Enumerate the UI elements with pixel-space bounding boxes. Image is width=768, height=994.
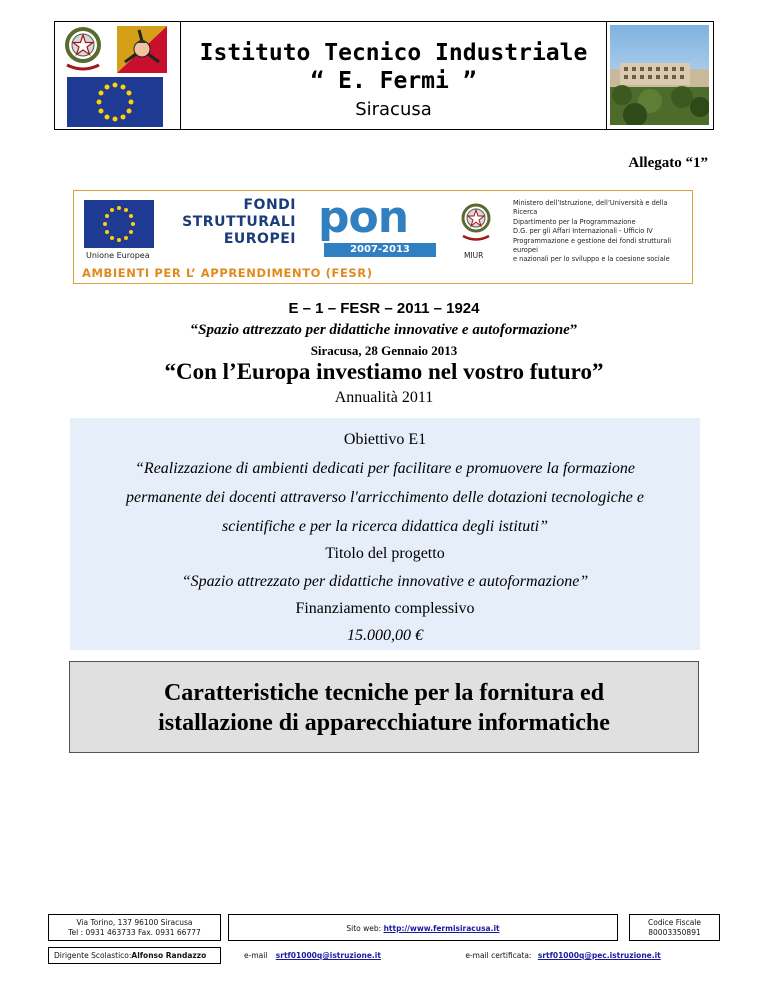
fondi-line: STRUTTURALI: [182, 214, 296, 230]
school-city: Siracusa: [355, 99, 432, 120]
objective-description-line1: “Realizzazione di ambienti dedicati per facilitare e promuovere la formazione: [135, 460, 635, 477]
eu-flag-icon: [84, 200, 154, 248]
pon-fesr-banner: [73, 190, 693, 284]
sito-label: Sito web:: [346, 924, 382, 933]
footer-website-box: [228, 914, 618, 941]
miur-emblem-icon: [458, 201, 494, 245]
email-label: e-mail: [244, 951, 268, 960]
footer-address-box: [48, 914, 221, 941]
document-title-line2: istallazione di apparecchiature informatiche: [158, 710, 610, 736]
project-date: Siracusa, 28 Gennaio 2013: [310, 343, 458, 358]
footer-codice-box: [629, 914, 720, 941]
obiettivo-label: Obiettivo E1: [343, 431, 427, 448]
project-title: “Spazio attrezzato per didattiche innovative e autoformazione”: [190, 322, 578, 338]
footer-phone: Tel : 0931 463733 Fax. 0931 66777: [68, 927, 201, 937]
ministero-text: [513, 199, 688, 265]
footer-address: Via Torino, 137 96100 Siracusa: [76, 918, 193, 927]
titolo-label: Titolo del progetto: [325, 545, 445, 562]
sicily-trinacria-icon: [117, 26, 167, 73]
finanziamento-value: 15.000,00 €: [347, 627, 423, 644]
pon-years: 2007-2013: [324, 243, 436, 257]
header-table: [54, 21, 714, 130]
fondi-line: FONDI: [243, 197, 296, 213]
finanziamento-label: Finanziamento complessivo: [295, 600, 475, 617]
objective-description-line3: scientifiche e per la ricerca didattica degli istituti”: [221, 518, 548, 535]
pon-logo: pon: [318, 192, 409, 243]
school-building-photo: [610, 25, 709, 125]
titolo-value: “Spazio attrezzato per didattiche innovative e autoformazione”: [181, 573, 589, 590]
ministero-line: e nazionali per lo sviluppo e la coesione sociale: [513, 255, 670, 264]
fondi-line: EUROPEI: [223, 231, 296, 247]
miur-label: MIUR: [464, 251, 484, 260]
school-name-line2: “ E. Fermi ”: [310, 68, 477, 94]
project-slogan: “Con l’Europa investiamo nel vostro futuro”: [164, 359, 604, 384]
objective-description-line2: permanente dei docenti attraverso l'arricchimento delle dotazioni tecnologiche e: [126, 489, 644, 506]
allegato-label: Allegato “1”: [628, 155, 708, 171]
website-link[interactable]: http://www.fermisiracusa.it: [383, 924, 500, 933]
project-code: E – 1 – FESR – 2011 – 1924: [288, 300, 480, 317]
document-title-line1: Caratteristiche tecniche per la fornitura ed: [163, 680, 605, 706]
italian-republic-emblem-icon: [61, 25, 105, 73]
school-name-line1: Istituto Tecnico Industriale: [199, 40, 588, 66]
codice-fiscale-value: 80003350891: [648, 927, 701, 937]
school-photo-cell: [606, 22, 713, 129]
objective-box: [70, 418, 700, 650]
eu-flag-icon: [67, 77, 163, 127]
pec-email-link[interactable]: srtf01000q@pec.istruzione.it: [537, 951, 661, 960]
document-title-box: [69, 661, 699, 753]
dirigente-label: Dirigente Scolastico:: [54, 951, 132, 960]
logos-cell: [55, 22, 181, 129]
pec-label: e-mail certificata:: [465, 951, 532, 960]
footer-email-row: [244, 951, 714, 960]
ministero-line: Programmazione e gestione dei fondi strutturali europei: [513, 236, 672, 255]
codice-fiscale-label: Codice Fiscale: [648, 918, 701, 927]
ministero-line: D.G. per gli Affari Internazionali - Ufficio IV: [513, 227, 653, 236]
footer-dirigente-box: [48, 947, 221, 964]
ministero-line: Ministero dell’Istruzione, dell’Università e della Ricerca: [513, 199, 668, 217]
annualita: Annualità 2011: [334, 389, 434, 406]
ministero-line: Dipartimento per la Programmazione: [513, 217, 636, 226]
email-link[interactable]: srtf01000q@istruzione.it: [275, 951, 381, 960]
ambienti-apprendimento-label: AMBIENTI PER L’ APPRENDIMENTO (FESR): [82, 266, 373, 280]
project-title-text: Spazio attrezzato per didattiche innovative e autoformazione: [198, 322, 570, 338]
unione-europea-label: Unione Europea: [86, 251, 150, 260]
dirigente-name: Alfonso Randazzo: [131, 951, 207, 960]
school-name-cell: [181, 22, 606, 129]
fondi-strutturali-logo: [176, 197, 296, 248]
